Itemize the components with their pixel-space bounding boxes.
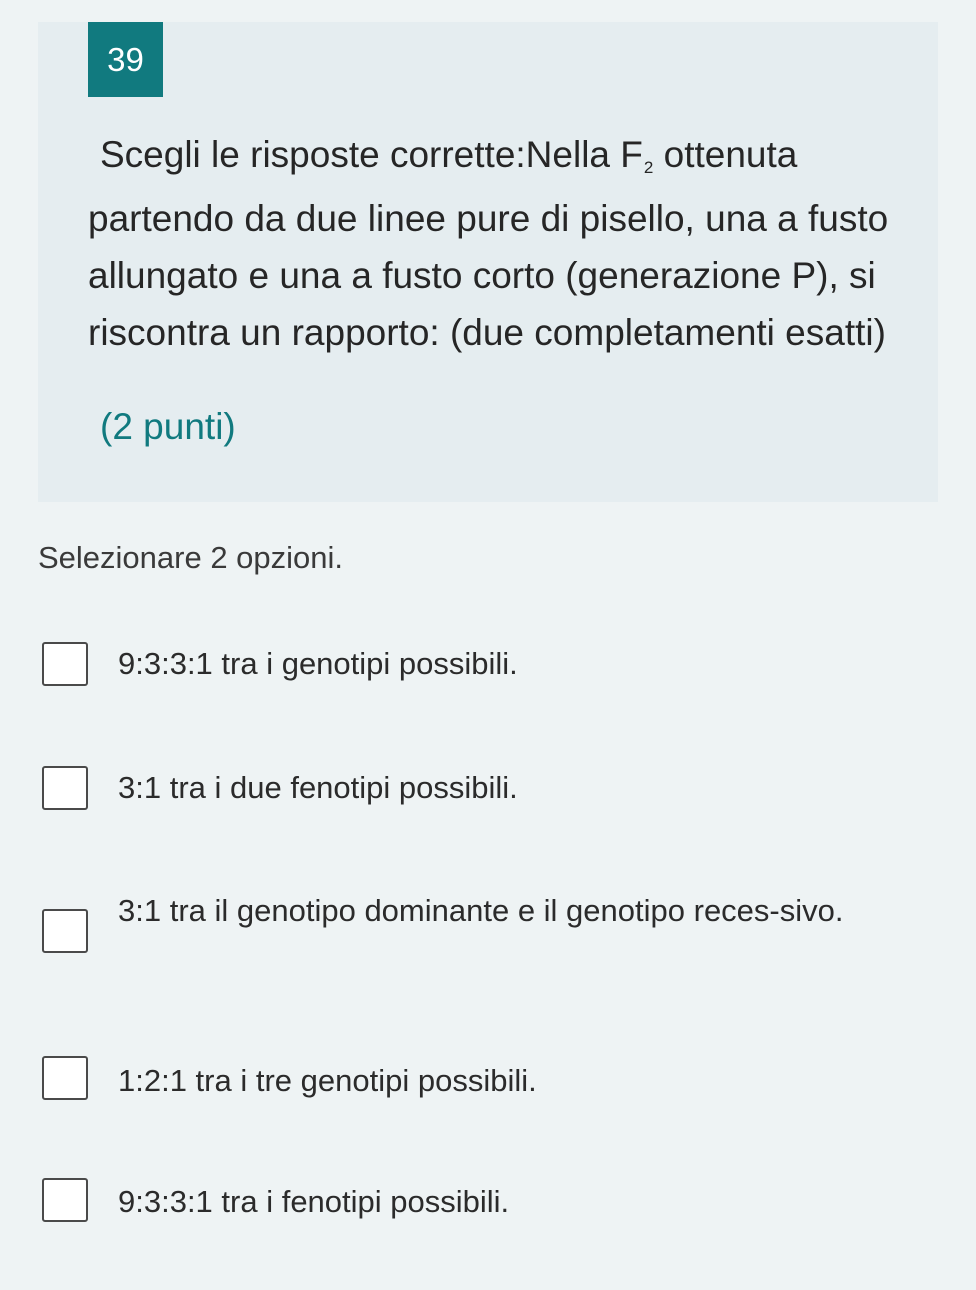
option-5-checkbox[interactable] <box>42 1178 88 1222</box>
option-2-label[interactable]: 3:1 tra i due fenotipi possibili. <box>118 770 518 805</box>
option-2-checkbox[interactable] <box>42 766 88 810</box>
option-1-label[interactable]: 9:3:3:1 tra i genotipi possibili. <box>118 646 518 681</box>
question-text-subscript: 2 <box>643 158 654 177</box>
option-4-checkbox[interactable] <box>42 1056 88 1100</box>
question-points: (2 punti) <box>100 406 236 447</box>
option-4-label[interactable]: 1:2:1 tra i tre genotipi possibili. <box>118 1063 537 1098</box>
option-3-checkbox[interactable] <box>42 909 88 953</box>
question-card <box>38 22 938 502</box>
question-number-badge: 39 <box>88 22 163 97</box>
question-text-lead: Scegli le risposte corrette:Nella F <box>100 134 643 175</box>
option-1-checkbox[interactable] <box>42 642 88 686</box>
option-5-label[interactable]: 9:3:3:1 tra i fenotipi possibili. <box>118 1184 510 1219</box>
selection-instruction: Selezionare 2 opzioni. <box>38 540 344 575</box>
option-3-label[interactable]: 3:1 tra il genotipo dominante e il genotipo reces-sivo. <box>118 893 844 928</box>
question-text-rest: ottenuta partendo da due linee pure di pisello, una a fusto allungato e una a fusto corto (generazione P), si riscontra un rapporto: (due completamenti esatti) <box>88 134 889 353</box>
question-text <box>88 126 908 361</box>
